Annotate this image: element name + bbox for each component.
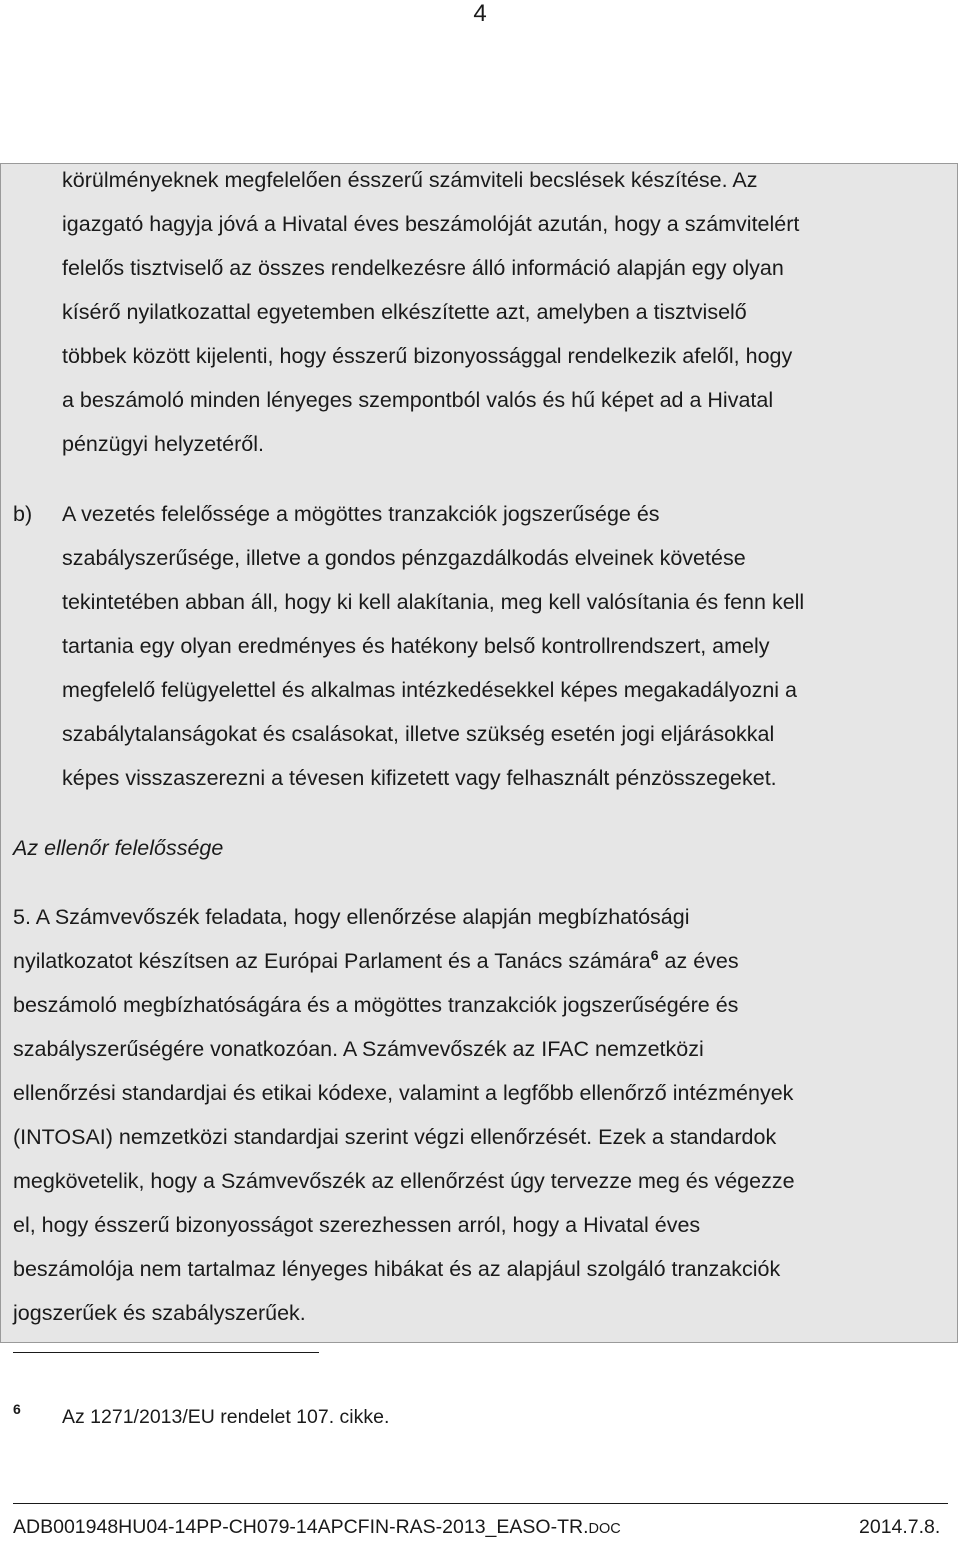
list-item-b-line: A vezetés felelőssége a mögöttes tranzakciók jogszerűsége és bbox=[62, 502, 660, 526]
page-number: 4 bbox=[473, 0, 487, 27]
footnote-separator bbox=[13, 1352, 319, 1353]
footnote-text: Az 1271/2013/EU rendelet 107. cikke. bbox=[62, 1406, 390, 1428]
list-item-b-line: tartania egy olyan eredményes és hatékony belső kontrollrendszert, amely bbox=[62, 634, 770, 658]
body-text-line: pénzügyi helyzetéről. bbox=[62, 432, 264, 456]
footer-filename-extension: DOC bbox=[588, 1521, 621, 1537]
body-text-line: többek között kijelenti, hogy ésszerű bizonyossággal rendelkezik afelől, hogy bbox=[62, 344, 793, 368]
paragraph-5-line: el, hogy ésszerű bizonyosságot szerezhessen arról, hogy a Hivatal éves bbox=[13, 1213, 701, 1237]
body-text-line: felelős tisztviselő az összes rendelkezésre álló információ alapján egy olyan bbox=[62, 256, 784, 280]
paragraph-5-line: (INTOSAI) nemzetközi standardjai szerint végzi ellenőrzését. Ezek a standardok bbox=[13, 1125, 777, 1149]
paragraph-5-line: jogszerűek és szabályszerűek. bbox=[13, 1301, 306, 1325]
body-text-line: a beszámoló minden lényeges szempontból valós és hű képet ad a Hivatal bbox=[62, 388, 774, 412]
footer-filename-base: ADB001948HU04-14PP-CH079-14APCFIN-RAS-2013_EASO-TR. bbox=[13, 1516, 589, 1538]
paragraph-5-line: megkövetelik, hogy a Számvevőszék az ellenőrzést úgy tervezze meg és végezze bbox=[13, 1169, 795, 1193]
paragraph-5-line bbox=[13, 947, 739, 975]
paragraph-5-line: beszámolója nem tartalmaz lényeges hibákat és az alapjául szolgáló tranzakciók bbox=[13, 1257, 781, 1281]
list-marker-b: b) bbox=[13, 502, 33, 526]
list-item-b-line: szabályszerűsége, illetve a gondos pénzgazdálkodás elveinek követése bbox=[62, 546, 746, 570]
paragraph-5-line: ellenőrzési standardjai és etikai kódexe, valamint a legfőbb ellenőrző intézmények bbox=[13, 1081, 794, 1105]
list-item-b-line: megfelelő felügyelettel és alkalmas intézkedésekkel képes megakadályozni a bbox=[62, 678, 797, 702]
body-text-line: igazgató hagyja jóvá a Hivatal éves beszámolóját azután, hogy a számvitelért bbox=[62, 212, 800, 236]
body-text-line: kísérő nyilatkozattal egyetemben elkészítette azt, amelyben a tisztviselő bbox=[62, 300, 747, 324]
footer-filename bbox=[13, 1515, 621, 1541]
paragraph-5-line: szabályszerűségére vonatkozóan. A Számvevőszék az IFAC nemzetközi bbox=[13, 1037, 704, 1061]
section-heading: Az ellenőr felelőssége bbox=[13, 836, 224, 860]
paragraph-5-text: az éves bbox=[658, 949, 739, 973]
footnote-reference[interactable]: 6 bbox=[650, 947, 659, 963]
body-text-line: körülményeknek megfelelően ésszerű számviteli becslések készítése. Az bbox=[62, 168, 758, 192]
list-item-b-line: szabálytalanságokat és csalásokat, illetve szükség esetén jogi eljárásokkal bbox=[62, 722, 775, 746]
paragraph-5-line: 5. A Számvevőszék feladata, hogy ellenőrzése alapján megbízhatósági bbox=[13, 905, 690, 929]
list-item-b-line: képes visszaszerezni a tévesen kifizetett vagy felhasznált pénzösszegeket. bbox=[62, 766, 777, 790]
footer-date: 2014.7.8. bbox=[859, 1516, 941, 1538]
list-item-b-line: tekintetében abban áll, hogy ki kell alakítania, meg kell valósítania és fenn kell bbox=[62, 590, 805, 614]
footnote-number: 6 bbox=[13, 1401, 21, 1417]
bordered-text-box bbox=[0, 163, 958, 1343]
paragraph-5-line: beszámoló megbízhatóságára és a mögöttes tranzakciók jogszerűségére és bbox=[13, 993, 739, 1017]
paragraph-5-text: nyilatkozatot készítsen az Európai Parlament és a Tanács számára bbox=[13, 949, 651, 973]
footer-separator bbox=[13, 1503, 948, 1504]
